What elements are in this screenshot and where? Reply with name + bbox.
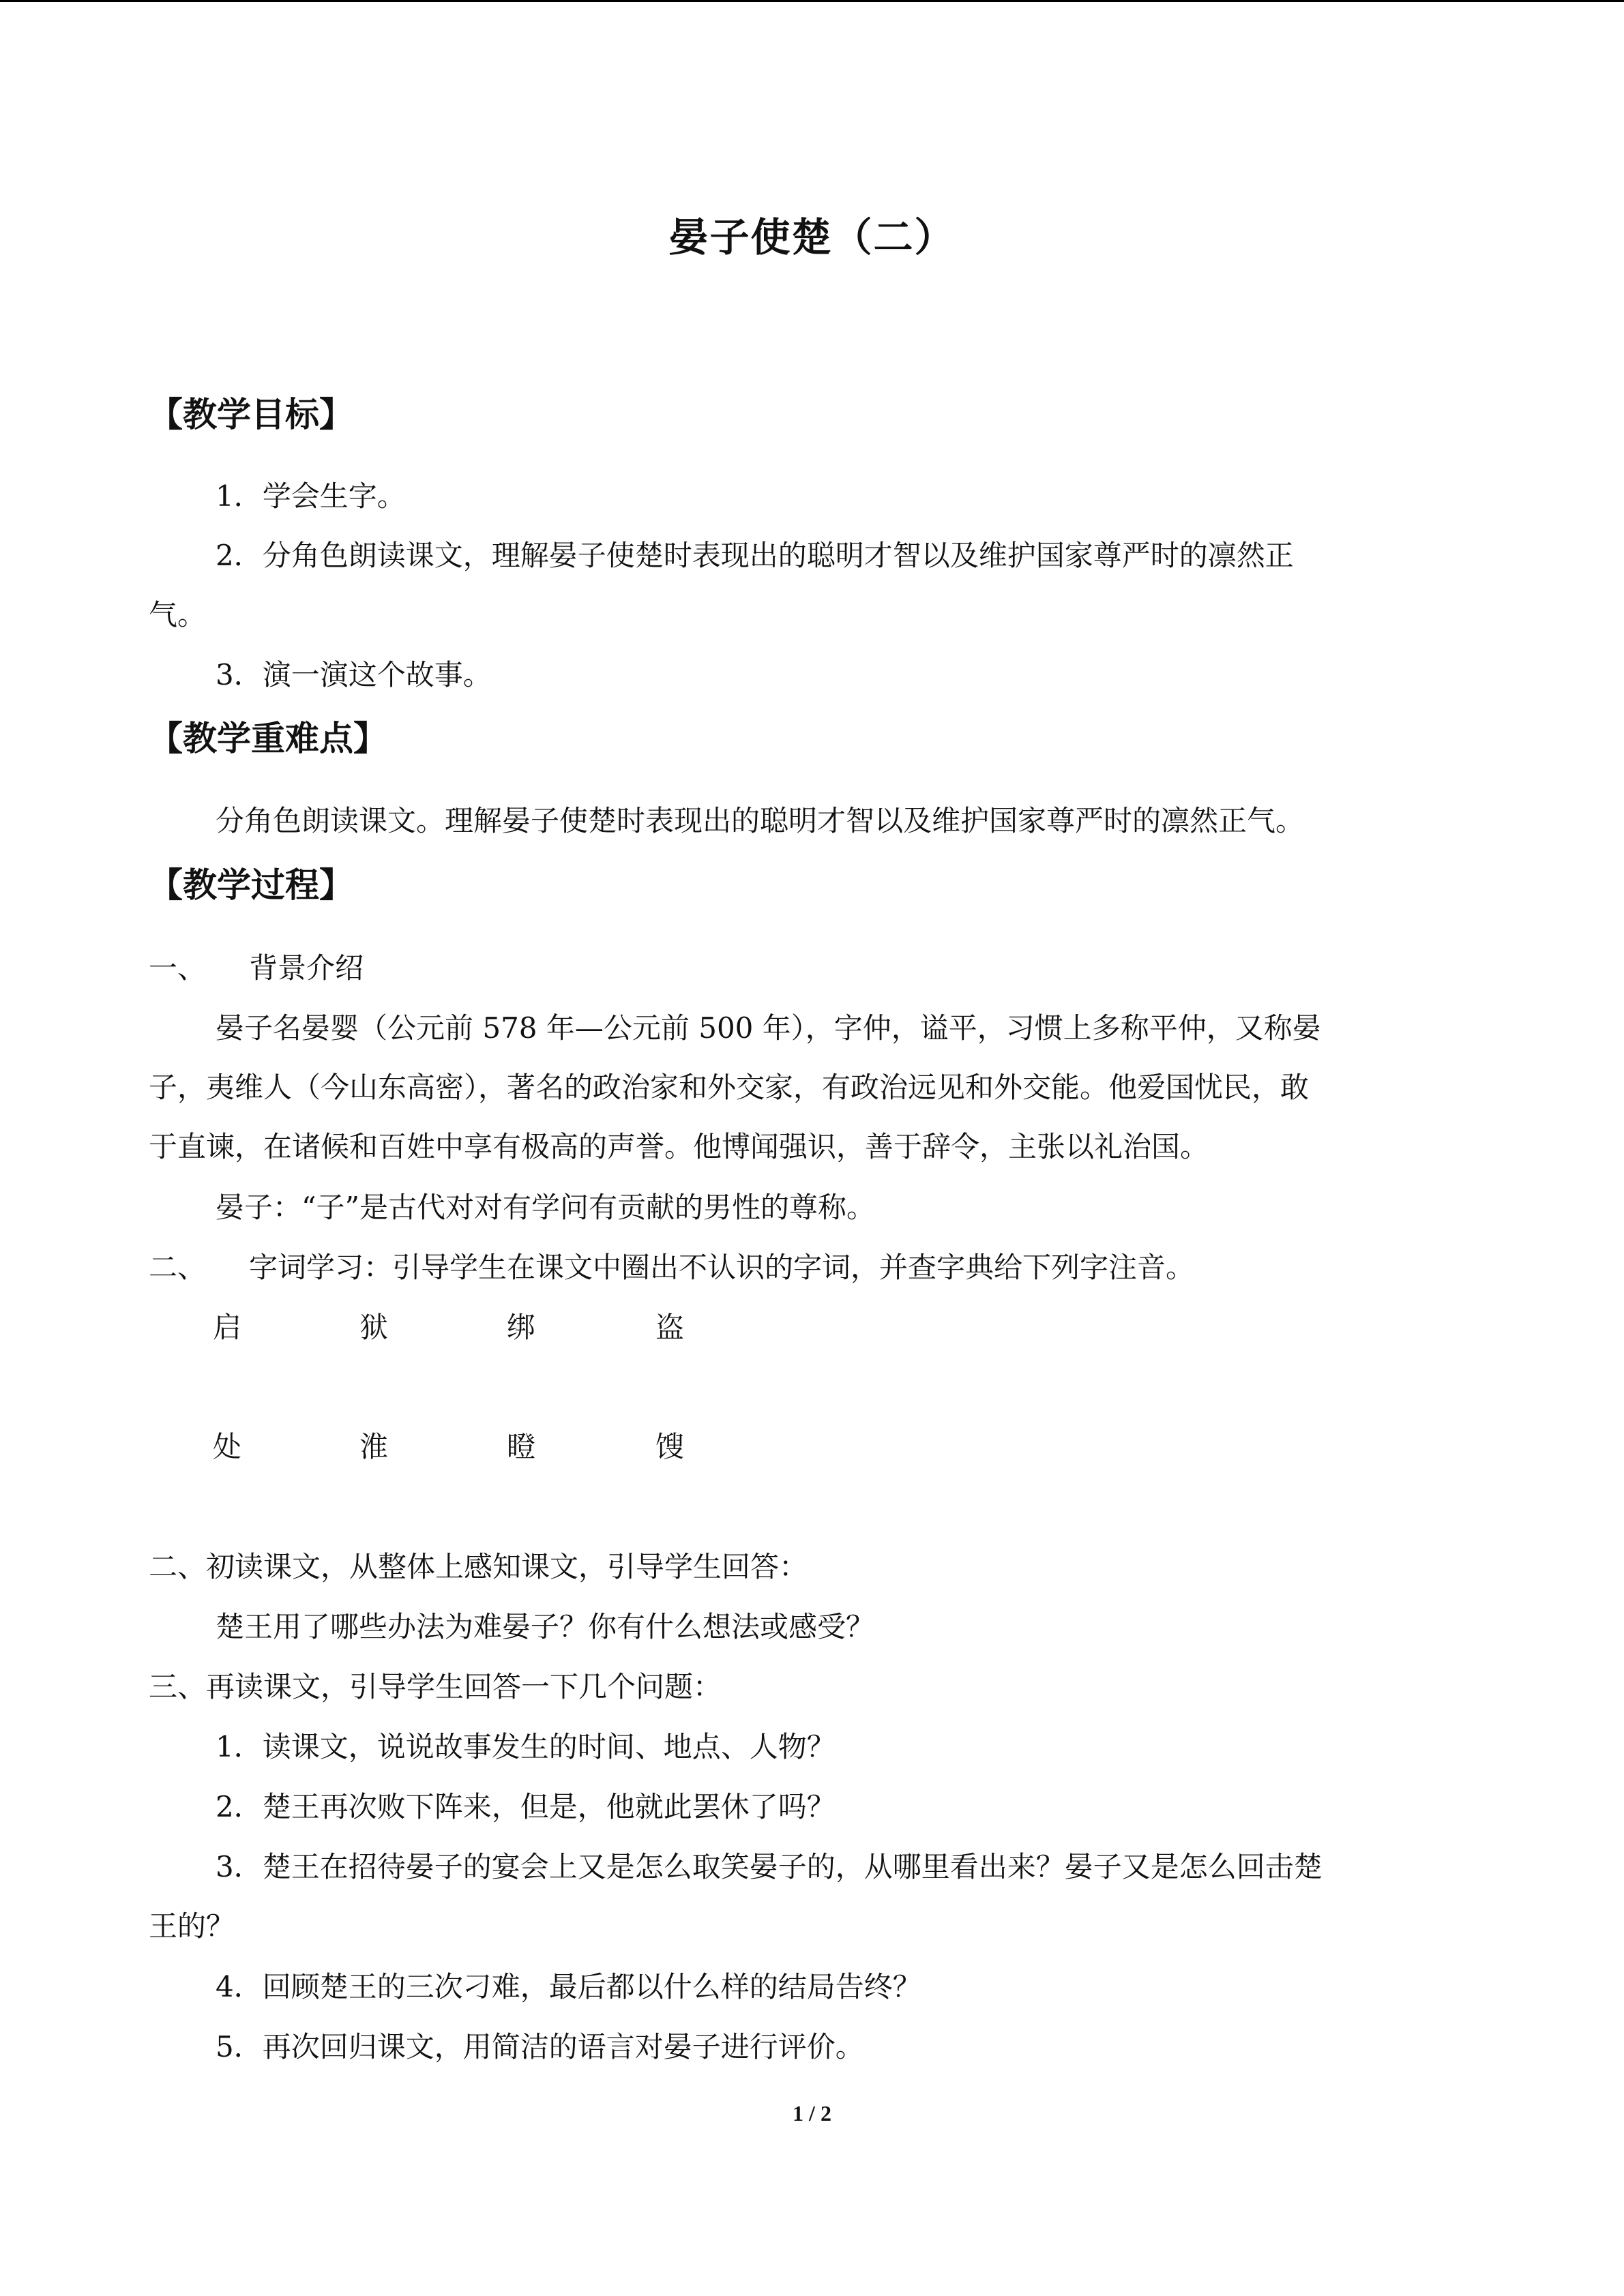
question-item-2: 2．楚王再次败下阵来，但是，他就此罢休了吗？ [216, 1790, 836, 1823]
goal-item-3: 3．演一演这个故事。 [216, 658, 492, 691]
page-title: 晏子使楚（二） [668, 214, 956, 260]
process-line-vocabulary: 二、 字词学习：引导学生在课文中圈出不认识的字词，并查字典给下列字注音。 [149, 1251, 1195, 1284]
question-item-3: 3．楚王在招待晏子的宴会上又是怎么取笑晏子的，从哪里看出来？晏子又是怎么回击楚 [216, 1850, 1323, 1883]
vocab-char: 处 [213, 1430, 242, 1463]
goal-item-2: 2．分角色朗读课文，理解晏子使楚时表现出的聪明才智以及维护国家尊严时的凛然正 [216, 539, 1294, 572]
process-line-background-title: 一、 背景介绍 [149, 951, 364, 985]
question-item-1: 1．读课文，说说故事发生的时间、地点、人物？ [216, 1730, 836, 1763]
process-line-background-1: 晏子名晏婴（公元前 578 年—公元前 500 年），字仲，谥平，习惯上多称平仲，又称晏 [216, 1011, 1321, 1045]
section-heading-key-points: 【教学重难点】 [149, 719, 387, 758]
section-heading-goals: 【教学目标】 [149, 395, 353, 434]
page-number: 1 / 2 [793, 2101, 831, 2126]
section-heading-process: 【教学过程】 [149, 865, 353, 905]
vocab-char: 馊 [655, 1430, 685, 1463]
vocab-char: 瞪 [507, 1430, 536, 1463]
question-item-3-continued: 王的？ [149, 1909, 235, 1943]
question-item-5: 5．再次回归课文，用简洁的语言对晏子进行评价。 [216, 2030, 864, 2063]
vocab-char: 淮 [359, 1430, 389, 1463]
process-line-background-2: 子，夷维人（今山东高密），著名的政治家和外交家，有政治远见和外交能。他爱国忧民，敢 [149, 1071, 1310, 1104]
process-line-second-reading: 三、再读课文，引导学生回答一下几个问题： [149, 1670, 722, 1703]
process-line-yanzi-note: 晏子：“子”是古代对对有学问有贡献的男性的尊称。 [216, 1191, 875, 1224]
vocab-char: 绑 [507, 1311, 536, 1344]
process-line-first-reading: 二、初读课文，从整体上感知课文，引导学生回答： [149, 1550, 808, 1583]
question-item-4: 4．回顾楚王的三次刁难，最后都以什么样的结局告终？ [216, 1970, 921, 2003]
goal-item-2-continued: 气。 [149, 598, 207, 631]
process-line-first-reading-question: 楚王用了哪些办法为难晏子？你有什么想法或感受？ [216, 1610, 875, 1643]
vocab-char: 启 [213, 1311, 242, 1344]
goal-item-1: 1．学会生字。 [216, 479, 406, 513]
key-points-text: 分角色朗读课文。理解晏子使楚时表现出的聪明才智以及维护国家尊严时的凛然正气。 [216, 804, 1305, 837]
vocab-char: 盗 [655, 1311, 685, 1344]
process-line-background-3: 于直谏，在诸候和百姓中享有极高的声誉。他博闻强识，善于辞令，主张以礼治国。 [149, 1130, 1209, 1163]
vocab-char: 狱 [359, 1311, 389, 1344]
